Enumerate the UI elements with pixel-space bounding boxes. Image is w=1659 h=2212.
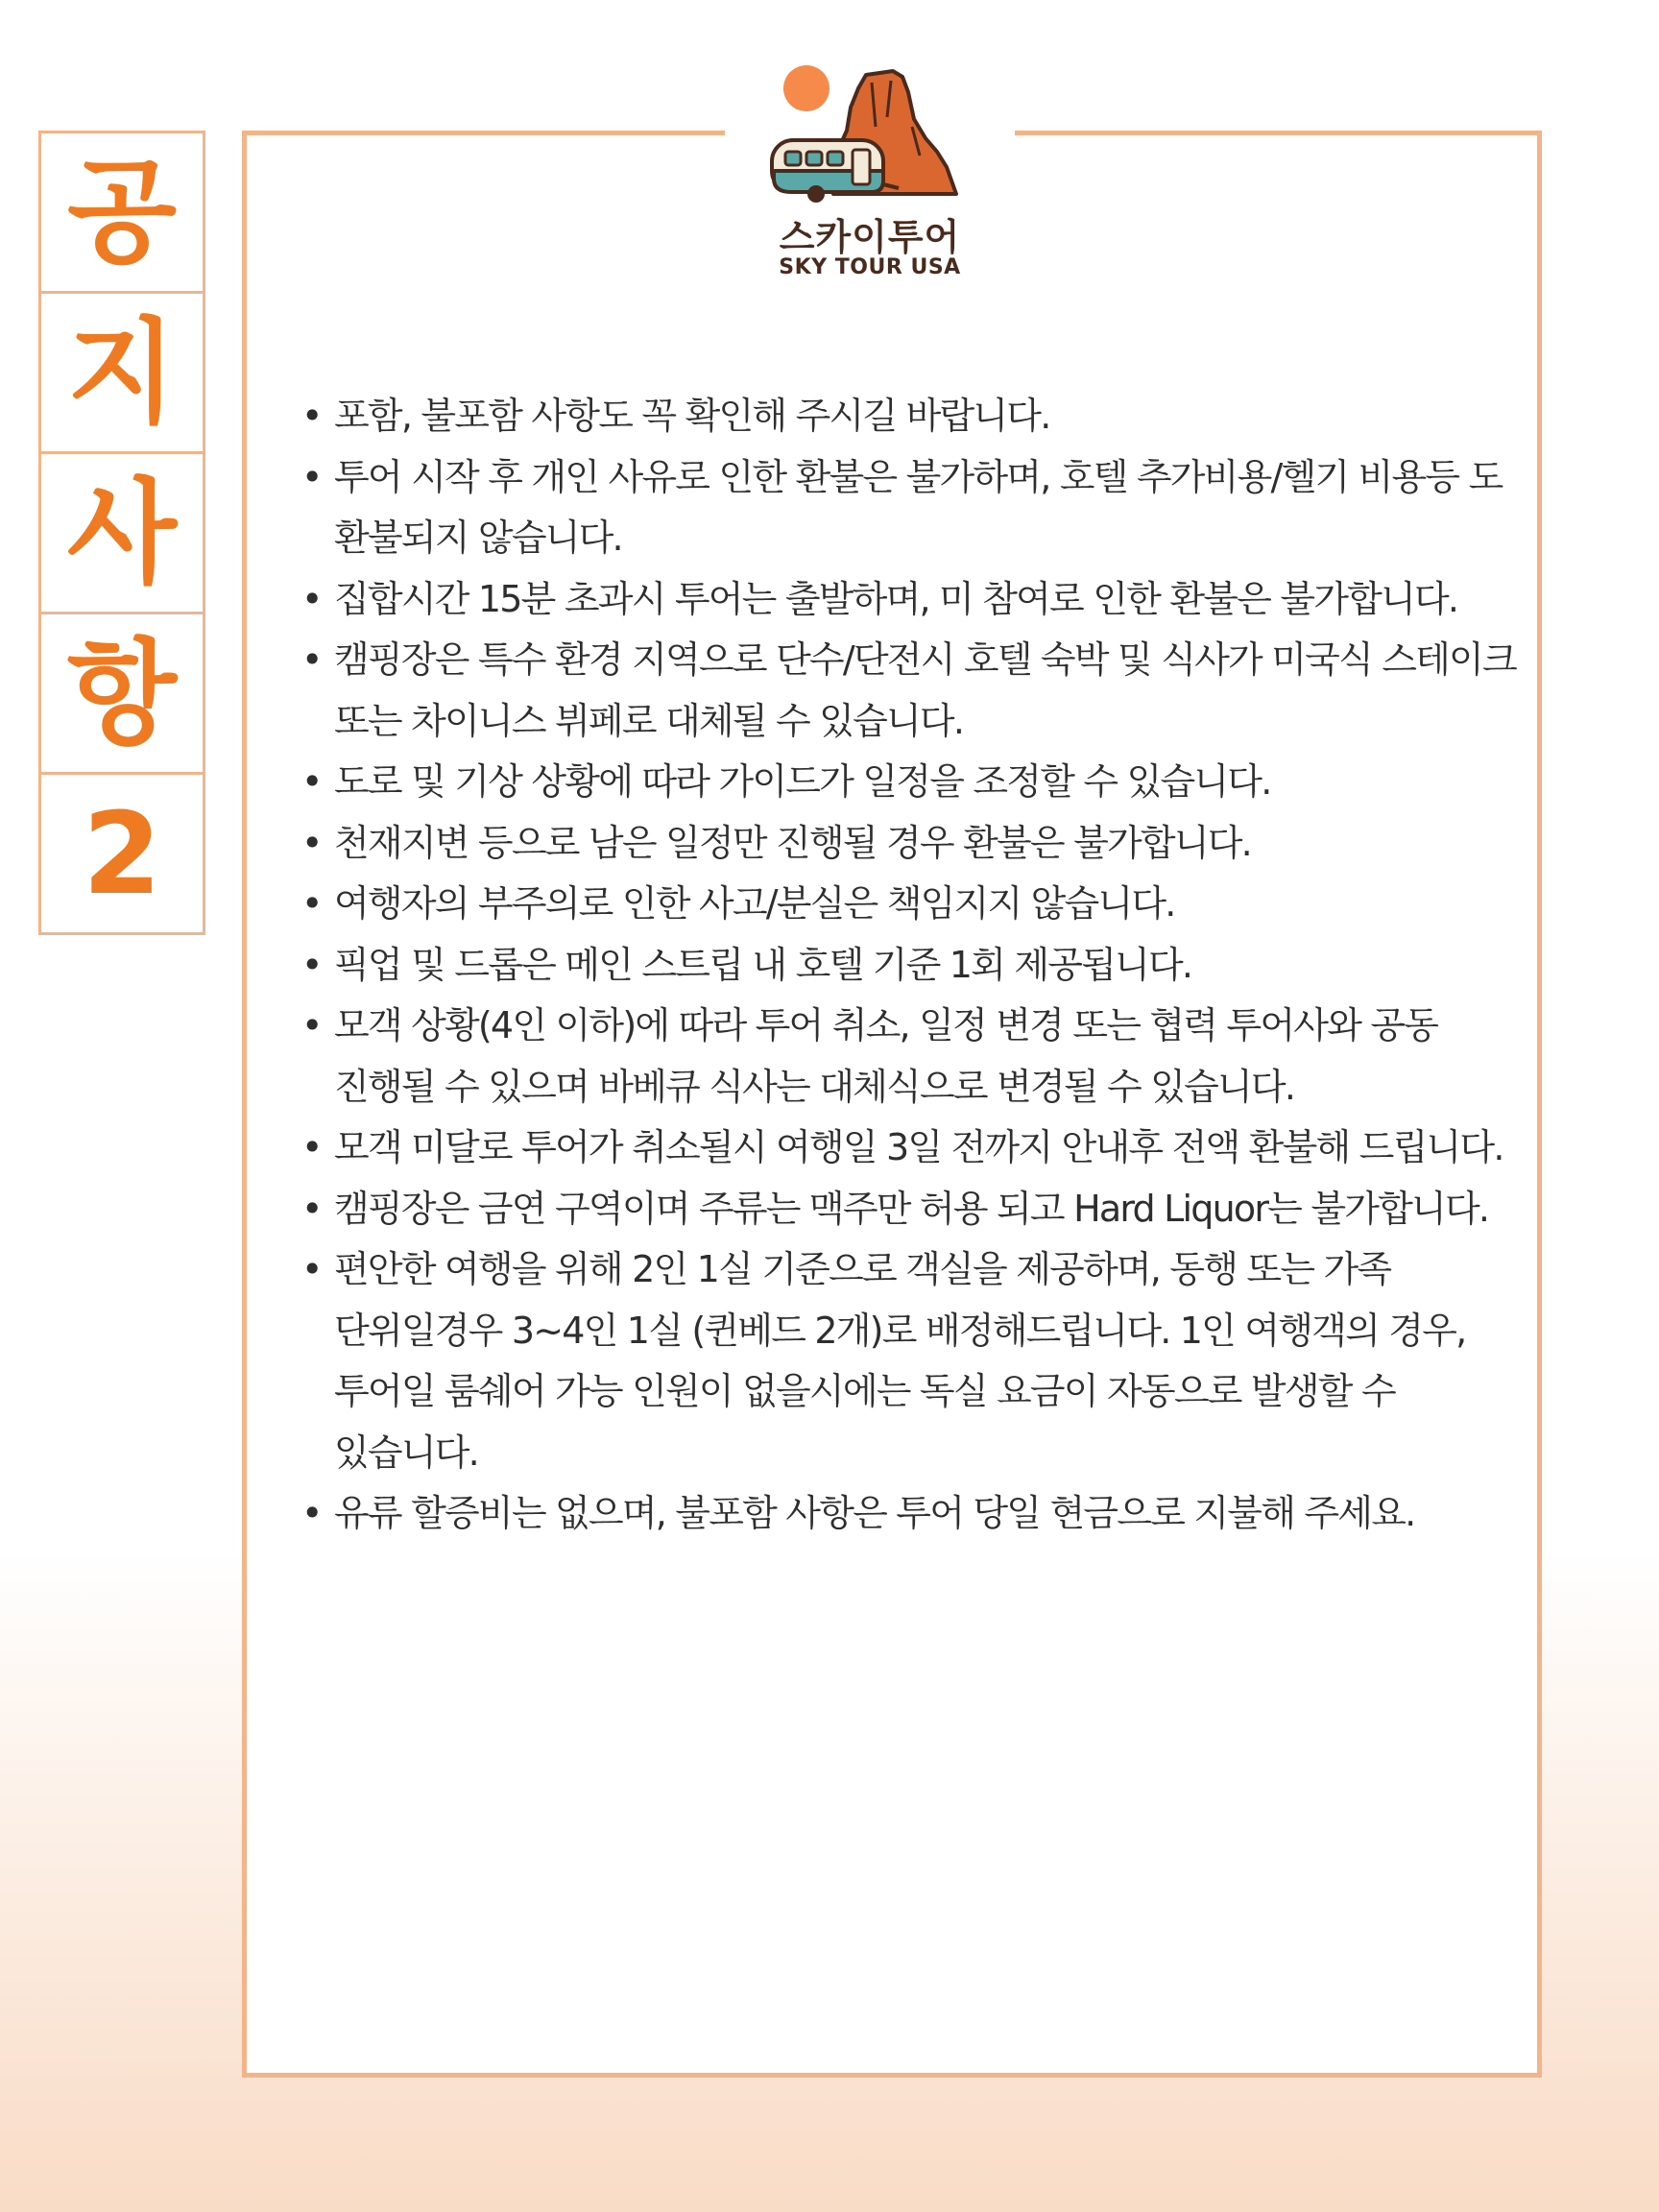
notice-item: • 천재지변 등으로 남은 일정만 진행될 경우 환불은 불가합니다.	[288, 813, 1527, 875]
notice-item: • 모객 미달로 투어가 취소될시 여행일 3일 전까지 안내후 전액 환불해 드립니다.	[288, 1118, 1527, 1179]
side-title-char: 항	[41, 614, 203, 775]
notice-item: • 픽업 및 드롭은 메인 스트립 내 호텔 기준 1회 제공됩니다.	[288, 935, 1527, 997]
notice-list	[288, 386, 1527, 1545]
brand-logo-icon	[758, 60, 981, 204]
notice-item: • 편안한 여행을 위해 2인 1실 기준으로 객실을 제공하며, 동행 또는 가족 단위일경우 3~4인 1실 (퀸베드 2개)로 배정해드립니다. 1인 여행객의 경우, 투어일 룸쉐어 가능 인원이 없을시에는 독실 요금이 자동으로 발생할 수 있습니다.	[288, 1239, 1527, 1483]
brand-name-korean: 스카이투어	[779, 216, 961, 258]
notice-item: • 도로 및 기상 상황에 따라 가이드가 일정을 조정할 수 있습니다.	[288, 752, 1527, 813]
notice-item: • 유류 할증비는 없으며, 불포함 사항은 투어 당일 현금으로 지불해 주세요.	[288, 1483, 1527, 1545]
notice-item: • 투어 시작 후 개인 사유로 인한 환불은 불가하며, 호텔 추가비용/헬기 비용등 도 환불되지 않습니다.	[288, 447, 1527, 569]
brand-name-english: SKY TOUR USA	[779, 255, 961, 279]
notice-item: • 포함, 불포함 사항도 꼭 확인해 주시길 바랍니다.	[288, 386, 1527, 447]
side-title-char: 지	[41, 294, 203, 454]
notice-item: • 집합시간 15분 초과시 투어는 출발하며, 미 참여로 인한 환불은 불가합니다.	[288, 569, 1527, 631]
notice-item: • 캠핑장은 금연 구역이며 주류는 맥주만 허용 되고 Hard Liquor는 불가합니다.	[288, 1179, 1527, 1240]
side-title-char: 2	[82, 787, 162, 920]
notice-item: • 모객 상황(4인 이하)에 따라 투어 취소, 일정 변경 또는 협력 투어사와 공동 진행될 수 있으며 바베큐 식사는 대체식으로 변경될 수 있습니다.	[288, 996, 1527, 1118]
side-title	[38, 131, 205, 935]
side-title-char: 공	[41, 133, 203, 294]
notice-item: • 여행자의 부주의로 인한 사고/분실은 책임지지 않습니다.	[288, 874, 1527, 935]
side-title-char: 사	[41, 454, 203, 614]
notice-item: • 캠핑장은 특수 환경 지역으로 단수/단전시 호텔 숙박 및 식사가 미국식 스테이크 또는 차이니스 뷔페로 대체될 수 있습니다.	[288, 630, 1527, 752]
